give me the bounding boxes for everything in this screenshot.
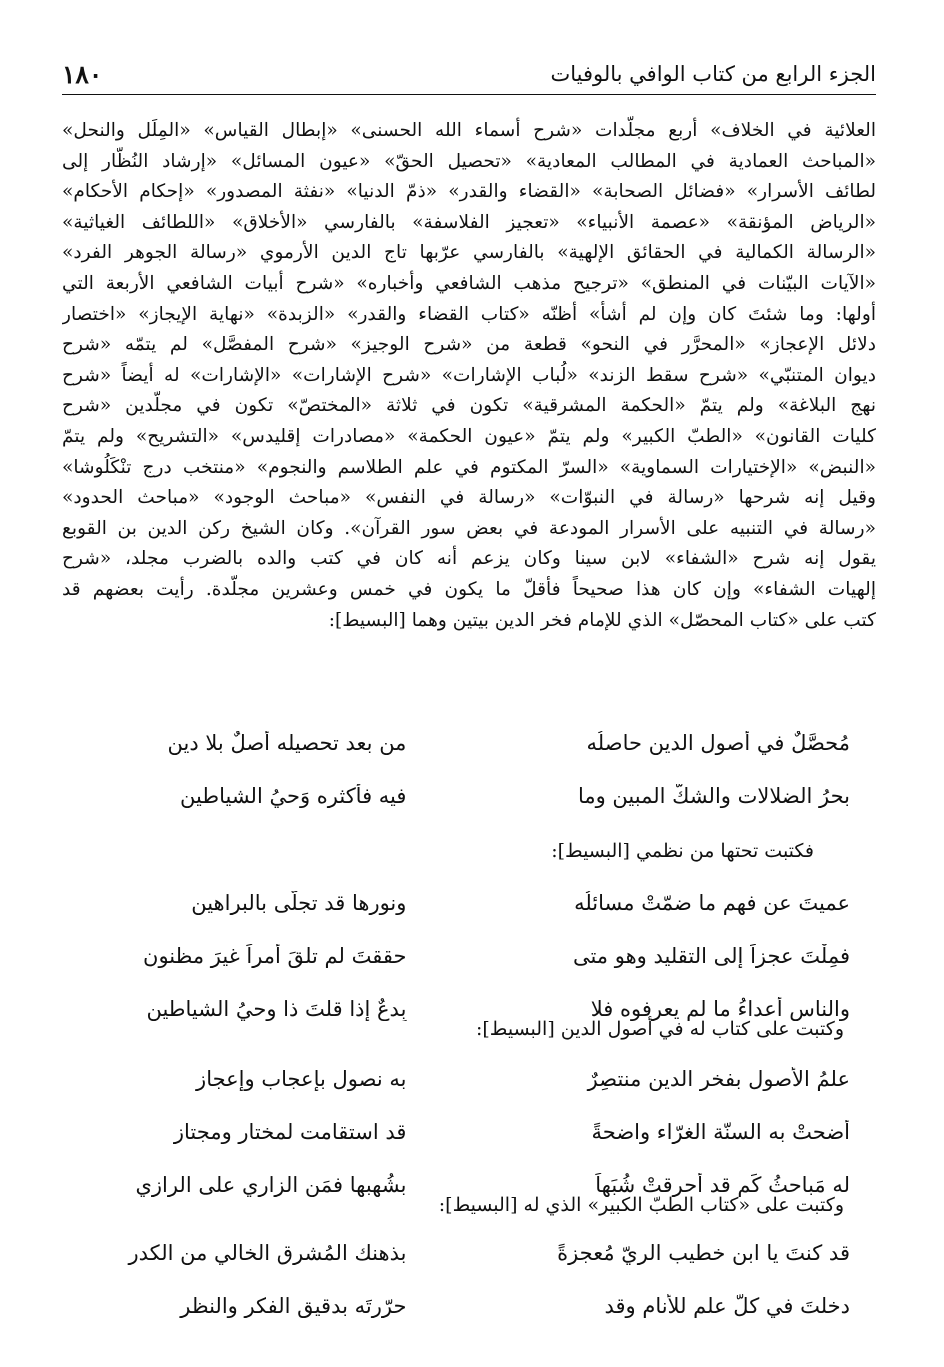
verse [62, 929, 876, 982]
second-hemistich: حرّرتَه بدقيق الفكر والنظرِ [180, 1293, 407, 1318]
second-hemistich: بشُهبها فمَن الزاري على الرازي [135, 1172, 407, 1197]
first-hemistich: له مَباحثُ كَم قد أحرقتْ شُبَهاً [595, 1172, 850, 1197]
prose-line: لطائف الأسرار» «فضائل الصحابة» «القضاء والقدر» «ذمّ الدنيا» «نفثة المصدور» «إحكام الأحكام» [62, 181, 876, 203]
first-hemistich: قد كنتَ يا ابن خطيب الريّ مُعجزةً [557, 1240, 850, 1265]
running-title: الجزء الرابع من كتاب الوافي بالوفيات [550, 62, 876, 86]
second-hemistich: فيه فأكثره وَحيُ الشياطينِ [180, 783, 407, 808]
verse [62, 876, 876, 929]
second-hemistich: من بعد تحصيله أصلٌ بلا دينِ [167, 730, 407, 755]
prose-line: أولها: وما شئتَ كان وإن لم أشأ» أظنّه «كتاب القضاء والقدر» «الزبدة» «نهاية الإيجاز» «اختصار [62, 303, 876, 325]
prose-line: «رسالة في التنبيه على الأسرار المودعة في بعض سور القرآن». وكان الشيخ ركن الدين بن القوبع [62, 517, 876, 539]
prose-block [62, 116, 876, 636]
second-hemistich: به نصول بإعجاب وإعجازِ [196, 1066, 407, 1091]
first-hemistich: علمُ الأصول بفخر الدين منتصِرٌ [587, 1066, 850, 1091]
first-hemistich: عميتَ عن فهمِ ما ضمّتْ مسائلُه [574, 890, 850, 915]
prose-line: وقيل إنه شرحها «رسالة في النبوّات» «رسالة في النفس» «مباحث الوجود» «مباحث الحدود» [62, 487, 876, 509]
page-header [62, 54, 876, 95]
prose-line: «الآيات البيّنات في المنطق» «ترجيح مذهب الشافعي وأخباره» «شرح أبيات الشافعي الأربعة التي [62, 272, 876, 294]
poem-2 [62, 876, 876, 1035]
prose-line: «النبض» «الإختيارات السماوية» «السرّ المكتوم في علم الطلاسم والنجوم» «منتخب درج تنْكَلُوشا» [62, 456, 876, 478]
poem-intro: فكتبت تحتها من نظمي [البسيط]: [551, 840, 814, 862]
page-number: ١٨٠ [62, 59, 103, 89]
verse [62, 769, 876, 822]
poem-1 [62, 716, 876, 822]
poem-3 [62, 1052, 876, 1211]
first-hemistich: مُحصَّلٌ في أصول الدين حاصلُه [586, 730, 850, 755]
second-hemistich: بِدعٌ إذا قلتَ ذا وحيُ الشياطينِ [146, 996, 407, 1021]
prose-line: العلائية في الخلاف» أربع مجلّدات «شرح أسماء الله الحسنى» «إبطال القياس» «المِلَل والنحل» [62, 120, 876, 141]
first-hemistich: أضحتْ به السنّة الغرّاء واضحةً [591, 1119, 850, 1144]
first-hemistich: بحرُ الضلالات والشكُّ المبين وما [577, 783, 850, 808]
second-hemistich: بذهنك المُشرق الخالي من الكدرِ [128, 1240, 407, 1265]
verse [62, 1052, 876, 1105]
prose-line: «المباحث العمادية في المطالب المعادية» «تحصيل الحقّ» «عيون المسائل» «إرشاد النُظّار إلى [62, 150, 876, 172]
first-hemistich: والناس أعداءُ ما لم يعرفوه فلا [590, 996, 850, 1021]
poem-4 [62, 1226, 876, 1332]
prose-line: «الرسالة الكمالية في الحقائق الإلهية» بالفارسي عرّبها تاج الدين الأرموي «رسالة الجوهر الفرد» [62, 242, 876, 264]
verse [62, 1279, 876, 1332]
prose-line: دلائل الإعجاز» «المحرَّر في النحو» قطعة من «شرح الوجيز» «شرح المفصَّل» لم يتمّه «شرح [62, 334, 876, 356]
second-hemistich: قد استقامت لمختارٍ ومجتازِ [173, 1119, 407, 1144]
second-hemistich: حققتَ لم تلقَ أمراً غيرَ مظنونِ [143, 943, 407, 968]
prose-line: يقول إنه شرح «الشفاء» لابن سينا وكان يزعم أنه كان في كتب والده بالضرب مجلد، «شرح [62, 548, 876, 570]
prose-line: كتب على «كتاب المحصّل» الذي للإمام فخر الدين بيتين وهما [البسيط]: [328, 609, 876, 631]
poem-intro: وكتبت على كتاب له في أصول الدين [البسيط]: [475, 1018, 844, 1040]
prose-line: كليات القانون» «الطبّ الكبير» ولم يتمّ «عيون الحكمة» «مصادرات إقليدس» «التشريح» ولم يتمّ [62, 425, 876, 447]
verse [62, 716, 876, 769]
first-hemistich: فمِلْتَ عجزاً إلى التقليد وهو متى [572, 943, 850, 968]
verse [62, 1226, 876, 1279]
first-hemistich: دخلتَ في كلّ علمٍ للأنام وقد [604, 1293, 850, 1318]
prose-line: نهج البلاغة» ولم يتمّ «الحكمة المشرقية» تكون في ثلاثة «المختصّ» تكون في مجلّدين «شرح [62, 395, 876, 417]
second-hemistich: ونورها قد تجلّى بالبراهينِ [191, 890, 407, 915]
prose-line: «الرياض المؤنقة» «عصمة الأنبياء» «تعجيز الفلاسفة» بالفارسي «الأخلاق» «اللطائف الغياثية» [62, 211, 876, 233]
poem-intro: وكتبت على «كتاب الطبّ الكبير» الذي له [البسيط]: [438, 1194, 844, 1216]
prose-line: إلهيات الشفاء» وإن كان هذا صحيحاً فأقلّ ما يكون في خمس وعشرين مجلّدة. رأيت بعضهم قد [62, 578, 876, 600]
verse [62, 1105, 876, 1158]
prose-line: ديوان المتنبّي» «شرح سقط الزند» «لُباب الإشارات» «شرح الإشارات» «الإشارات» له أيضاً «شرح [62, 364, 876, 386]
